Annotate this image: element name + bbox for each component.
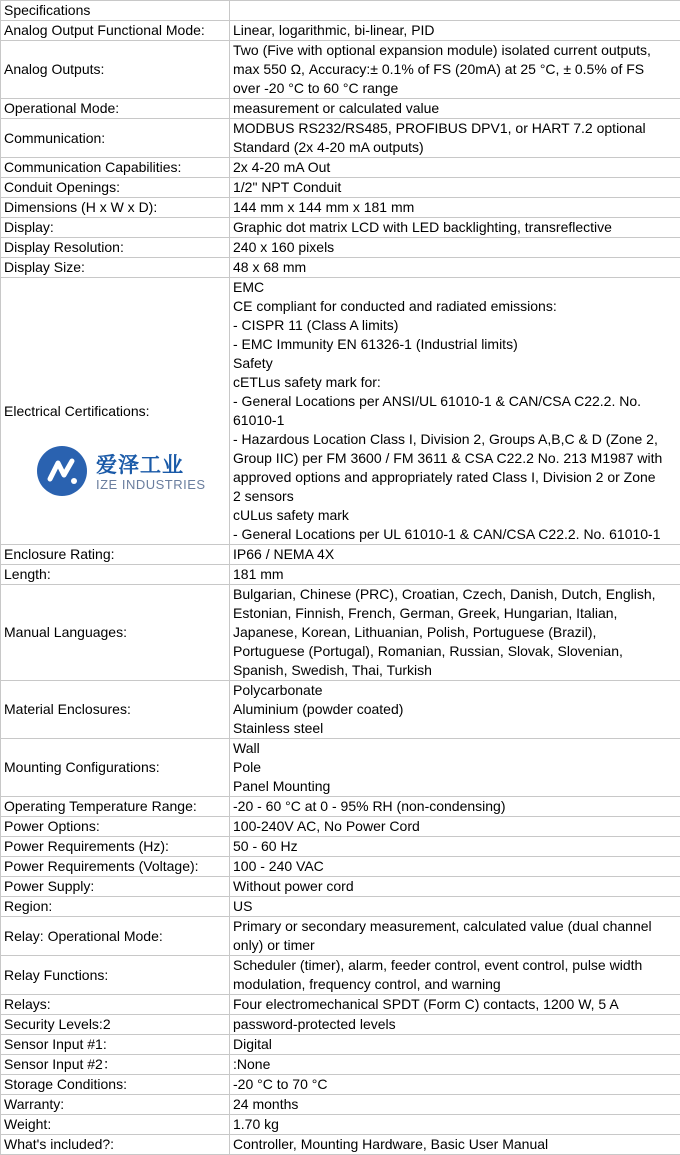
spec-value-line: cETLus safety mark for: <box>233 373 677 392</box>
spec-value <box>230 739 680 797</box>
spec-value-line: :None <box>233 1055 677 1074</box>
table-row <box>1 99 680 119</box>
spec-value-line: Controller, Mounting Hardware, Basic User Manual <box>233 1135 677 1154</box>
spec-value-line: Spanish, Swedish, Thai, Turkish <box>233 661 677 680</box>
table-row <box>1 837 680 857</box>
spec-label: Relay Functions: <box>1 956 230 995</box>
table-row <box>1 178 680 198</box>
table-row <box>1 119 680 158</box>
spec-value-line: 144 mm x 144 mm x 181 mm <box>233 198 677 217</box>
spec-value <box>230 545 680 565</box>
specifications-body <box>1 1 680 1155</box>
spec-value-line: Stainless steel <box>233 719 677 738</box>
spec-value-line: Wall <box>233 739 677 758</box>
spec-value <box>230 585 680 681</box>
spec-value-line: Bulgarian, Chinese (PRC), Croatian, Czech, Danish, Dutch, English, <box>233 585 677 604</box>
spec-value-line: EMC <box>233 278 677 297</box>
spec-value-line: 181 mm <box>233 565 677 584</box>
table-row <box>1 158 680 178</box>
spec-value-line: max 550 Ω, Accuracy:± 0.1% of FS (20mA) at 25 °C, ± 0.5% of FS <box>233 60 677 79</box>
spec-value-line: Primary or secondary measurement, calculated value (dual channel <box>233 917 677 936</box>
spec-value <box>230 877 680 897</box>
table-row <box>1 218 680 238</box>
spec-value-line: Scheduler (timer), alarm, feeder control, event control, pulse width <box>233 956 677 975</box>
spec-value <box>230 278 680 545</box>
spec-value <box>230 897 680 917</box>
table-row <box>1 1015 680 1035</box>
spec-value-line: Two (Five with optional expansion module) isolated current outputs, <box>233 41 677 60</box>
spec-value <box>230 1035 680 1055</box>
spec-label: Display: <box>1 218 230 238</box>
spec-label: Security Levels:2 <box>1 1015 230 1035</box>
table-header: Specifications <box>1 1 230 21</box>
spec-value-line: - Hazardous Location Class I, Division 2, Groups A,B,C & D (Zone 2, <box>233 430 677 449</box>
spec-value <box>230 198 680 218</box>
spec-value-line: - EMC Immunity EN 61326-1 (Industrial limits) <box>233 335 677 354</box>
spec-label: What's included?: <box>1 1135 230 1155</box>
spec-label: Operating Temperature Range: <box>1 797 230 817</box>
spec-value-line: US <box>233 897 677 916</box>
table-row <box>1 877 680 897</box>
spec-value <box>230 817 680 837</box>
header-row <box>1 1 680 21</box>
spec-label: Power Requirements (Voltage): <box>1 857 230 877</box>
table-row <box>1 1135 680 1155</box>
table-row <box>1 857 680 877</box>
spec-value-line: Estonian, Finnish, French, German, Greek, Hungarian, Italian, <box>233 604 677 623</box>
header-empty-cell <box>230 1 680 21</box>
spec-value-line: Japanese, Korean, Lithuanian, Polish, Portuguese (Brazil), <box>233 623 677 642</box>
spec-value <box>230 1075 680 1095</box>
table-row <box>1 258 680 278</box>
spec-value-line: 2 sensors <box>233 487 677 506</box>
table-row <box>1 238 680 258</box>
table-row <box>1 995 680 1015</box>
spec-label: Mounting Configurations: <box>1 739 230 797</box>
spec-label: Material Enclosures: <box>1 681 230 739</box>
spec-value-line: Safety <box>233 354 677 373</box>
spec-value-line: cULus safety mark <box>233 506 677 525</box>
spec-value <box>230 178 680 198</box>
spec-value-line: 1/2" NPT Conduit <box>233 178 677 197</box>
spec-label: Region: <box>1 897 230 917</box>
spec-value <box>230 1055 680 1075</box>
spec-label: Weight: <box>1 1115 230 1135</box>
spec-value <box>230 857 680 877</box>
spec-value <box>230 837 680 857</box>
spec-label: Communication Capabilities: <box>1 158 230 178</box>
spec-value-line: Group IIC) per FM 3600 / FM 3611 & CSA C22.2 No. 213 M1987 with <box>233 449 677 468</box>
spec-label: Enclosure Rating: <box>1 545 230 565</box>
spec-value-line: Pole <box>233 758 677 777</box>
spec-value <box>230 218 680 238</box>
table-row <box>1 41 680 99</box>
spec-label: Manual Languages: <box>1 585 230 681</box>
spec-value <box>230 956 680 995</box>
spec-value <box>230 158 680 178</box>
spec-value-line: Digital <box>233 1035 677 1054</box>
spec-label: Power Options: <box>1 817 230 837</box>
table-row <box>1 917 680 956</box>
logo-chinese-text: 爱泽工业 <box>96 449 184 479</box>
table-row <box>1 198 680 218</box>
spec-value-line: - General Locations per ANSI/UL 61010-1 & CAN/CSA C22.2. No. <box>233 392 677 411</box>
ize-industries-logo <box>36 445 226 505</box>
table-row <box>1 1095 680 1115</box>
spec-value-line: Graphic dot matrix LCD with LED backlighting, transreflective <box>233 218 677 237</box>
table-row <box>1 545 680 565</box>
spec-value-line: Without power cord <box>233 877 677 896</box>
spec-value-line: - CISPR 11 (Class A limits) <box>233 316 677 335</box>
spec-label: Relays: <box>1 995 230 1015</box>
spec-value <box>230 99 680 119</box>
spec-value <box>230 995 680 1015</box>
spec-value-line: measurement or calculated value <box>233 99 677 118</box>
spec-label: Analog Outputs: <box>1 41 230 99</box>
spec-value <box>230 797 680 817</box>
spec-value <box>230 565 680 585</box>
spec-label: Sensor Input #2： <box>1 1055 230 1075</box>
table-row <box>1 565 680 585</box>
spec-label: Warranty: <box>1 1095 230 1115</box>
spec-value <box>230 681 680 739</box>
spec-value-line: 50 - 60 Hz <box>233 837 677 856</box>
spec-value <box>230 1135 680 1155</box>
table-row <box>1 21 680 41</box>
spec-label: Communication: <box>1 119 230 158</box>
spec-label: Display Resolution: <box>1 238 230 258</box>
table-row <box>1 1035 680 1055</box>
spec-value <box>230 238 680 258</box>
spec-value-line: IP66 / NEMA 4X <box>233 545 677 564</box>
spec-value <box>230 21 680 41</box>
spec-label: Analog Output Functional Mode: <box>1 21 230 41</box>
spec-label: Conduit Openings: <box>1 178 230 198</box>
spec-value-line: CE compliant for conducted and radiated emissions: <box>233 297 677 316</box>
spec-value-line: 240 x 160 pixels <box>233 238 677 257</box>
ize-logo-icon <box>36 445 88 497</box>
spec-value-line: Standard (2x 4-20 mA outputs) <box>233 138 677 157</box>
logo-english-text: IZE INDUSTRIES <box>96 477 206 492</box>
spec-value-line: Aluminium (powder coated) <box>233 700 677 719</box>
spec-value-line: modulation, frequency control, and warning <box>233 975 677 994</box>
table-row <box>1 1075 680 1095</box>
spec-value <box>230 41 680 99</box>
spec-value <box>230 917 680 956</box>
spec-label: Power Requirements (Hz): <box>1 837 230 857</box>
table-row <box>1 681 680 739</box>
spec-value-line: MODBUS RS232/RS485, PROFIBUS DPV1, or HART 7.2 optional <box>233 119 677 138</box>
spec-value-line: Portuguese (Portugal), Romanian, Russian, Slovak, Slovenian, <box>233 642 677 661</box>
spec-value <box>230 1115 680 1135</box>
spec-value-line: password-protected levels <box>233 1015 677 1034</box>
spec-value <box>230 258 680 278</box>
spec-value-line: 1.70 kg <box>233 1115 677 1134</box>
table-row <box>1 797 680 817</box>
spec-label: Operational Mode: <box>1 99 230 119</box>
spec-label: Electrical Certifications: <box>1 278 230 545</box>
spec-label: Display Size: <box>1 258 230 278</box>
spec-value-line: 61010-1 <box>233 411 677 430</box>
spec-label: Length: <box>1 565 230 585</box>
spec-value-line: 24 months <box>233 1095 677 1114</box>
spec-label: Storage Conditions: <box>1 1075 230 1095</box>
spec-value-line: 100-240V AC, No Power Cord <box>233 817 677 836</box>
spec-label: Dimensions (H x W x D): <box>1 198 230 218</box>
table-row <box>1 817 680 837</box>
spec-value-line: approved options and appropriately rated Class I, Division 2 or Zone <box>233 468 677 487</box>
table-row <box>1 897 680 917</box>
spec-value <box>230 1095 680 1115</box>
spec-value-line: 48 x 68 mm <box>233 258 677 277</box>
spec-value-line: Panel Mounting <box>233 777 677 796</box>
spec-value-line: Linear, logarithmic, bi-linear, PID <box>233 21 677 40</box>
table-row <box>1 585 680 681</box>
spec-value-line: 100 - 240 VAC <box>233 857 677 876</box>
spec-value <box>230 1015 680 1035</box>
spec-label: Sensor Input #1: <box>1 1035 230 1055</box>
table-row <box>1 739 680 797</box>
spec-value-line: Polycarbonate <box>233 681 677 700</box>
spec-value-line: -20 - 60 °C at 0 - 95% RH (non-condensing) <box>233 797 677 816</box>
table-row <box>1 956 680 995</box>
spec-value-line: 2x 4-20 mA Out <box>233 158 677 177</box>
table-row <box>1 1055 680 1075</box>
spec-value-line: Four electromechanical SPDT (Form C) contacts, 1200 W, 5 A <box>233 995 677 1014</box>
spec-value <box>230 119 680 158</box>
spec-value-line: -20 °C to 70 °C <box>233 1075 677 1094</box>
spec-value-line: - General Locations per UL 61010-1 & CAN/CSA C22.2. No. 61010-1 <box>233 525 677 544</box>
table-row <box>1 1115 680 1135</box>
spec-label: Relay: Operational Mode: <box>1 917 230 956</box>
spec-value-line: only) or timer <box>233 936 677 955</box>
spec-label: Power Supply: <box>1 877 230 897</box>
spec-value-line: over -20 °C to 60 °C range <box>233 79 677 98</box>
